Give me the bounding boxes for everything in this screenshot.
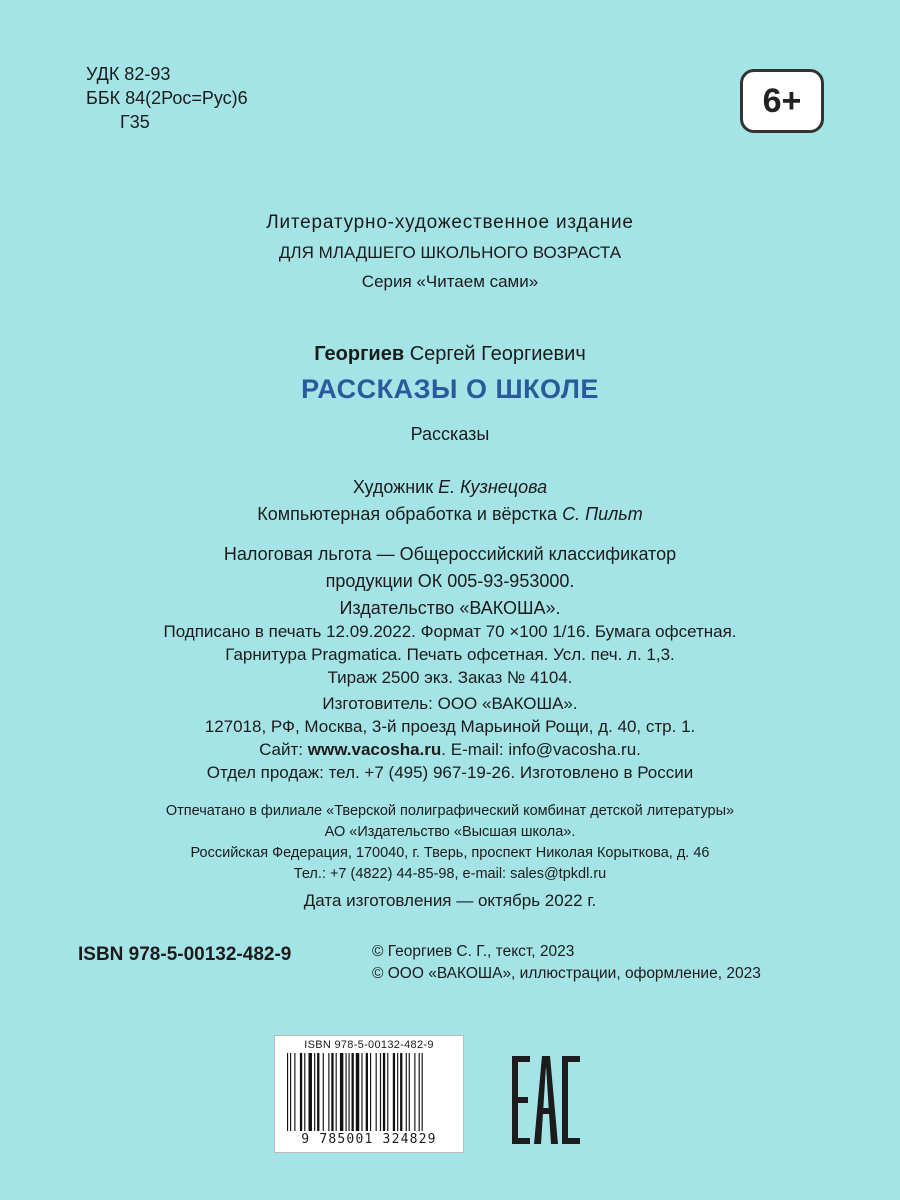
printer-line: Отпечатано в филиале «Тверской полиграфический комбинат детской литературы» — [165, 803, 735, 819]
barcode — [274, 1035, 464, 1153]
printer-line: Российская Федерация, 170040, г. Тверь, проспект Николая Корыткова, д. 46 — [190, 845, 710, 861]
author-given-names: Сергей Георгиевич — [404, 343, 586, 365]
author-sign-code: Г35 — [120, 112, 150, 132]
artist-credit — [0, 474, 900, 501]
book-title: РАССКАЗЫ О ШКОЛЕ — [301, 374, 599, 404]
manufacturer-contacts — [0, 738, 900, 761]
author-surname: Георгиев — [314, 343, 405, 365]
manufacturer-address: 127018, РФ, Москва, 3-й проезд Марьиной Рощи, д. 40, стр. 1. — [204, 717, 696, 736]
publication-series: Серия «Читаем сами» — [361, 272, 539, 291]
udk-code: УДК 82-93 — [86, 64, 171, 84]
printer-line: Тел.: +7 (4822) 44-85-98, e-mail: sales@tpkdl.ru — [293, 866, 607, 882]
tax-line: продукции ОК 005-93-953000. — [325, 571, 575, 591]
artist-name: Е. Кузнецова — [438, 477, 548, 497]
barcode-isbn-text: ISBN 978-5-00132-482-9 — [304, 1039, 434, 1051]
isbn-number: ISBN 978-5-00132-482-9 — [78, 944, 292, 965]
sales-line: Отдел продаж: тел. +7 (495) 967-19-26. Изготовлено в России — [206, 763, 694, 782]
print-info-line: Подписано в печать 12.09.2022. Формат 70 ×100 1/16. Бумага офсетная. — [163, 622, 737, 641]
copyright-text: © Георгиев С. Г., текст, 2023 — [372, 943, 575, 960]
age-rating-badge: 6+ — [740, 69, 824, 133]
layout-role: Компьютерная обработка и вёрстка — [257, 504, 563, 524]
layout-credit — [0, 501, 900, 528]
publication-audience: ДЛЯ МЛАДШЕГО ШКОЛЬНОГО ВОЗРАСТА — [278, 243, 622, 262]
barcode-digits: 9 785001 324829 — [301, 1132, 437, 1147]
book-genre: Рассказы — [410, 424, 490, 444]
credits-block — [0, 474, 900, 528]
copyright-illustrations: © ООО «ВАКОША», иллюстрации, оформление, 2023 — [372, 965, 761, 982]
author-name — [0, 343, 900, 366]
manufacture-date: Дата изготовления — октябрь 2022 г. — [303, 891, 597, 910]
printer-block — [0, 801, 900, 885]
site-label: Сайт: — [259, 740, 308, 759]
print-info-line: Гарнитура Pragmatica. Печать офсетная. Усл. печ. л. 1,3. — [225, 645, 675, 664]
print-info-block — [0, 620, 900, 689]
barcode-bars — [287, 1053, 451, 1131]
tax-line: Налоговая льгота — Общероссийский классификатор — [223, 544, 677, 564]
manufacturer-block — [0, 692, 900, 784]
email-text: . E-mail: info@vacosha.ru. — [441, 740, 641, 759]
artist-role: Художник — [352, 477, 439, 497]
print-info-line: Тираж 2500 экз. Заказ № 4104. — [327, 668, 573, 687]
tax-block — [0, 541, 900, 622]
bbk-code: ББК 84(2Рос=Рус)6 — [86, 88, 248, 108]
publication-kind: Литературно-художественное издание — [266, 212, 634, 233]
layout-name: С. Пильт — [562, 504, 643, 524]
tax-line: Издательство «ВАКОША». — [339, 598, 561, 618]
copyright-block — [372, 941, 761, 985]
site-link: www.vacosha.ru — [307, 740, 442, 759]
manufacturer-line: Изготовитель: ООО «ВАКОША». — [322, 694, 578, 713]
eac-mark-icon — [510, 1052, 582, 1148]
printer-line: АО «Издательство «Высшая школа». — [324, 824, 576, 840]
classification-codes — [86, 62, 248, 134]
